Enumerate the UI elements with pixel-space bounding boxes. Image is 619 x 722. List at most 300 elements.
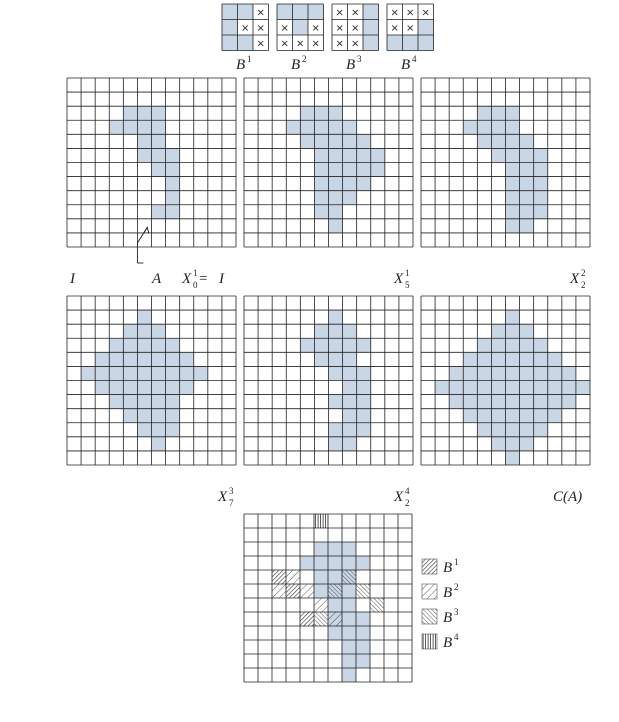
filled-cell bbox=[342, 584, 356, 598]
filled-cell bbox=[491, 395, 505, 409]
legend-item-b3 bbox=[422, 607, 459, 626]
filled-cell bbox=[137, 381, 151, 395]
panel-I bbox=[67, 78, 236, 263]
filled-cell bbox=[329, 205, 343, 219]
filled-cell bbox=[152, 352, 166, 366]
filled-cell bbox=[506, 366, 520, 380]
dont-care-mark: × bbox=[280, 38, 289, 50]
hatch-cell-b3 bbox=[370, 598, 384, 612]
filled-cell bbox=[123, 106, 137, 120]
filled-cell bbox=[123, 324, 137, 338]
panel-X7-3 bbox=[67, 296, 236, 465]
structuring-elements-row bbox=[222, 4, 434, 73]
element-fill-cell bbox=[403, 35, 419, 51]
dont-care-mark: × bbox=[311, 22, 320, 34]
filled-cell bbox=[506, 106, 520, 120]
filled-cell bbox=[506, 437, 520, 451]
element-fill-cell bbox=[222, 35, 238, 51]
filled-cell bbox=[562, 381, 576, 395]
filled-cell bbox=[152, 437, 166, 451]
filled-cell bbox=[166, 409, 180, 423]
filled-cell bbox=[109, 338, 123, 352]
dont-care-mark: × bbox=[406, 22, 415, 34]
filled-cell bbox=[109, 366, 123, 380]
filled-cell bbox=[166, 395, 180, 409]
filled-cell bbox=[314, 148, 328, 162]
filled-cell bbox=[329, 338, 343, 352]
filled-cell bbox=[314, 556, 328, 570]
dont-care-mark: × bbox=[390, 22, 399, 34]
filled-cell bbox=[152, 134, 166, 148]
filled-cell bbox=[491, 381, 505, 395]
filled-cell bbox=[463, 409, 477, 423]
filled-cell bbox=[180, 366, 194, 380]
filled-cell bbox=[506, 163, 520, 177]
filled-cell bbox=[343, 409, 357, 423]
filled-cell bbox=[562, 366, 576, 380]
hatch-cell-b3 bbox=[356, 584, 370, 598]
label-b3: B bbox=[346, 57, 356, 73]
filled-cell bbox=[329, 120, 343, 134]
legend-swatch-b4 bbox=[422, 634, 437, 649]
element-fill-cell bbox=[363, 20, 379, 36]
filled-cell bbox=[357, 163, 371, 177]
filled-cell bbox=[357, 423, 371, 437]
filled-cell bbox=[137, 120, 151, 134]
filled-cell bbox=[314, 542, 328, 556]
filled-cell bbox=[343, 423, 357, 437]
dont-care-mark: × bbox=[335, 38, 344, 50]
filled-cell bbox=[520, 148, 534, 162]
filled-cell bbox=[534, 338, 548, 352]
filled-cell bbox=[356, 626, 370, 640]
filled-cell bbox=[137, 409, 151, 423]
legend-swatch-b1 bbox=[422, 559, 437, 574]
filled-cell bbox=[329, 148, 343, 162]
filled-cell bbox=[329, 219, 343, 233]
label-b2-sup: 2 bbox=[302, 54, 307, 64]
filled-cell bbox=[123, 120, 137, 134]
filled-cell bbox=[506, 148, 520, 162]
dont-care-mark: × bbox=[280, 22, 289, 34]
filled-cell bbox=[520, 381, 534, 395]
legend-item-b4 bbox=[422, 632, 459, 651]
label-X01-rest: I bbox=[219, 271, 224, 287]
label-b1: B bbox=[236, 57, 246, 73]
filled-cell bbox=[548, 381, 562, 395]
filled-cell bbox=[329, 134, 343, 148]
dont-care-mark: × bbox=[406, 7, 415, 19]
filled-cell bbox=[520, 423, 534, 437]
hatch-cell-b3 bbox=[342, 570, 356, 584]
filled-cell bbox=[329, 395, 343, 409]
element-fill-cell bbox=[222, 20, 238, 36]
filled-cell bbox=[109, 120, 123, 134]
filled-cell bbox=[342, 542, 356, 556]
filled-cell bbox=[343, 163, 357, 177]
filled-cell bbox=[152, 366, 166, 380]
filled-cell bbox=[342, 626, 356, 640]
filled-cell bbox=[356, 654, 370, 668]
filled-cell bbox=[328, 542, 342, 556]
filled-cell bbox=[329, 366, 343, 380]
filled-cell bbox=[357, 148, 371, 162]
filled-cell bbox=[329, 310, 343, 324]
filled-cell bbox=[342, 556, 356, 570]
filled-cell bbox=[342, 598, 356, 612]
filled-cell bbox=[166, 381, 180, 395]
label-X24-sub: 2 bbox=[405, 498, 410, 508]
filled-cell bbox=[314, 584, 328, 598]
filled-cell bbox=[123, 352, 137, 366]
filled-cell bbox=[329, 163, 343, 177]
filled-cell bbox=[506, 338, 520, 352]
filled-cell bbox=[491, 437, 505, 451]
label-X01-sup: 1 bbox=[193, 268, 198, 278]
filled-cell bbox=[534, 366, 548, 380]
legend-label-sup: 4 bbox=[454, 632, 459, 642]
filled-cell bbox=[137, 352, 151, 366]
filled-cell bbox=[506, 423, 520, 437]
filled-cell bbox=[357, 395, 371, 409]
filled-cell bbox=[520, 205, 534, 219]
filled-cell bbox=[137, 134, 151, 148]
label-A: A bbox=[152, 271, 162, 287]
label-X01-sub: 0 bbox=[193, 280, 198, 290]
filled-cell bbox=[95, 352, 109, 366]
element-fill-cell bbox=[418, 35, 434, 51]
filled-cell bbox=[356, 640, 370, 654]
filled-cell bbox=[137, 324, 151, 338]
element-fill-cell bbox=[293, 20, 309, 36]
filled-cell bbox=[314, 134, 328, 148]
filled-cell bbox=[152, 106, 166, 120]
filled-cell bbox=[371, 163, 385, 177]
hatch-cell-b3 bbox=[314, 612, 328, 626]
hatch-cell-b1 bbox=[272, 570, 286, 584]
filled-cell bbox=[342, 612, 356, 626]
filled-cell bbox=[343, 437, 357, 451]
filled-cell bbox=[343, 324, 357, 338]
filled-cell bbox=[342, 668, 356, 682]
dont-care-mark: × bbox=[421, 7, 430, 19]
filled-cell bbox=[166, 163, 180, 177]
filled-cell bbox=[491, 148, 505, 162]
hatch-cell-b2 bbox=[272, 584, 286, 598]
structuring-element-b1 bbox=[222, 4, 269, 73]
filled-cell bbox=[491, 134, 505, 148]
dont-care-mark: × bbox=[311, 38, 320, 50]
filled-cell bbox=[534, 423, 548, 437]
filled-cell bbox=[520, 191, 534, 205]
filled-cell bbox=[534, 191, 548, 205]
legend-label: B bbox=[443, 635, 453, 651]
label-b2: B bbox=[291, 57, 301, 73]
filled-cell bbox=[95, 366, 109, 380]
filled-cell bbox=[152, 324, 166, 338]
label-X73-sub: 7 bbox=[229, 498, 234, 508]
filled-cell bbox=[109, 381, 123, 395]
filled-cell bbox=[137, 423, 151, 437]
legend-item-b1 bbox=[422, 557, 459, 576]
label-X24: X bbox=[394, 489, 404, 505]
filled-cell bbox=[166, 423, 180, 437]
panel-overlay bbox=[244, 514, 412, 682]
dont-care-mark: × bbox=[296, 38, 305, 50]
filled-cell bbox=[137, 310, 151, 324]
filled-cell bbox=[477, 423, 491, 437]
label-X73: X bbox=[218, 489, 228, 505]
filled-cell bbox=[548, 366, 562, 380]
filled-cell bbox=[152, 409, 166, 423]
filled-cell bbox=[152, 205, 166, 219]
filled-cell bbox=[343, 381, 357, 395]
filled-cell bbox=[357, 366, 371, 380]
filled-cell bbox=[314, 205, 328, 219]
hatch-cell-b2 bbox=[328, 612, 342, 626]
hatch-cell-b1 bbox=[286, 584, 300, 598]
grid-row-2 bbox=[67, 296, 590, 465]
filled-cell bbox=[166, 352, 180, 366]
filled-cell bbox=[449, 381, 463, 395]
panel-X2-2 bbox=[421, 78, 590, 247]
filled-cell bbox=[300, 134, 314, 148]
filled-cell bbox=[166, 191, 180, 205]
filled-cell bbox=[300, 106, 314, 120]
filled-cell bbox=[180, 381, 194, 395]
filled-cell bbox=[314, 352, 328, 366]
element-fill-cell bbox=[418, 20, 434, 36]
filled-cell bbox=[534, 163, 548, 177]
filled-cell bbox=[477, 366, 491, 380]
filled-cell bbox=[520, 134, 534, 148]
filled-cell bbox=[435, 381, 449, 395]
filled-cell bbox=[329, 423, 343, 437]
legend-swatch-b2 bbox=[422, 584, 437, 599]
filled-cell bbox=[356, 556, 370, 570]
filled-cell bbox=[506, 120, 520, 134]
filled-cell bbox=[123, 409, 137, 423]
filled-cell bbox=[491, 338, 505, 352]
overlay-panel bbox=[244, 514, 412, 682]
label-b4: B bbox=[401, 57, 411, 73]
filled-cell bbox=[329, 177, 343, 191]
filled-cell bbox=[463, 120, 477, 134]
filled-cell bbox=[328, 556, 342, 570]
element-fill-cell bbox=[277, 4, 293, 20]
legend-swatch-b3 bbox=[422, 609, 437, 624]
filled-cell bbox=[342, 640, 356, 654]
filled-cell bbox=[180, 352, 194, 366]
filled-cell bbox=[548, 409, 562, 423]
filled-cell bbox=[463, 352, 477, 366]
element-fill-cell bbox=[222, 4, 238, 20]
label-X22-sup: 2 bbox=[581, 268, 586, 278]
filled-cell bbox=[166, 205, 180, 219]
filled-cell bbox=[520, 437, 534, 451]
legend-label-sup: 3 bbox=[454, 607, 459, 617]
filled-cell bbox=[152, 423, 166, 437]
filled-cell bbox=[534, 177, 548, 191]
filled-cell bbox=[463, 366, 477, 380]
label-I: I bbox=[70, 271, 75, 287]
label-CA: C(A) bbox=[553, 489, 583, 505]
element-fill-cell bbox=[363, 4, 379, 20]
dont-care-mark: × bbox=[351, 22, 360, 34]
filled-cell bbox=[166, 366, 180, 380]
filled-cell bbox=[477, 381, 491, 395]
filled-cell bbox=[314, 120, 328, 134]
filled-cell bbox=[329, 437, 343, 451]
filled-cell bbox=[506, 134, 520, 148]
filled-cell bbox=[506, 310, 520, 324]
filled-cell bbox=[506, 352, 520, 366]
filled-cell bbox=[166, 148, 180, 162]
filled-cell bbox=[491, 120, 505, 134]
element-fill-cell bbox=[238, 4, 254, 20]
dont-care-mark: × bbox=[335, 22, 344, 34]
filled-cell bbox=[477, 409, 491, 423]
filled-cell bbox=[520, 177, 534, 191]
filled-cell bbox=[343, 352, 357, 366]
filled-cell bbox=[137, 366, 151, 380]
filled-cell bbox=[534, 409, 548, 423]
filled-cell bbox=[300, 556, 314, 570]
label-X51-sub: 5 bbox=[405, 280, 410, 290]
filled-cell bbox=[491, 324, 505, 338]
panel-X2-4 bbox=[244, 296, 413, 465]
filled-cell bbox=[342, 654, 356, 668]
panel-CA bbox=[421, 296, 590, 465]
filled-cell bbox=[357, 381, 371, 395]
filled-cell bbox=[520, 366, 534, 380]
filled-cell bbox=[491, 366, 505, 380]
filled-cell bbox=[506, 191, 520, 205]
filled-cell bbox=[314, 106, 328, 120]
filled-cell bbox=[477, 352, 491, 366]
filled-cell bbox=[463, 395, 477, 409]
label-X22: X bbox=[570, 271, 580, 287]
filled-cell bbox=[506, 177, 520, 191]
filled-cell bbox=[123, 366, 137, 380]
filled-cell bbox=[371, 148, 385, 162]
filled-cell bbox=[491, 106, 505, 120]
filled-cell bbox=[343, 395, 357, 409]
filled-cell bbox=[81, 366, 95, 380]
legend-label-sup: 1 bbox=[454, 557, 459, 567]
filled-cell bbox=[520, 163, 534, 177]
label-X01-equals: = bbox=[199, 271, 208, 287]
filled-cell bbox=[152, 381, 166, 395]
filled-cell bbox=[194, 366, 208, 380]
dont-care-mark: × bbox=[351, 38, 360, 50]
dont-care-mark: × bbox=[351, 7, 360, 19]
legend-label: B bbox=[443, 585, 453, 601]
filled-cell bbox=[357, 338, 371, 352]
label-b3-sup: 3 bbox=[357, 54, 362, 64]
filled-cell bbox=[137, 148, 151, 162]
filled-cell bbox=[491, 352, 505, 366]
filled-cell bbox=[152, 120, 166, 134]
filled-cell bbox=[329, 324, 343, 338]
hatch-cell-b4 bbox=[314, 514, 328, 528]
filled-cell bbox=[534, 395, 548, 409]
dont-care-mark: × bbox=[256, 38, 265, 50]
element-fill-cell bbox=[293, 4, 309, 20]
filled-cell bbox=[548, 352, 562, 366]
filled-cell bbox=[477, 120, 491, 134]
filled-cell bbox=[357, 134, 371, 148]
filled-cell bbox=[477, 395, 491, 409]
filled-cell bbox=[491, 409, 505, 423]
element-fill-cell bbox=[363, 35, 379, 51]
filled-cell bbox=[137, 106, 151, 120]
filled-cell bbox=[152, 163, 166, 177]
filled-cell bbox=[152, 338, 166, 352]
filled-cell bbox=[152, 148, 166, 162]
filled-cell bbox=[477, 338, 491, 352]
filled-cell bbox=[329, 106, 343, 120]
filled-cell bbox=[329, 191, 343, 205]
dont-care-mark: × bbox=[256, 22, 265, 34]
filled-cell bbox=[314, 570, 328, 584]
filled-cell bbox=[314, 163, 328, 177]
filled-cell bbox=[520, 352, 534, 366]
label-X22-sub: 2 bbox=[581, 280, 586, 290]
filled-cell bbox=[314, 177, 328, 191]
filled-cell bbox=[166, 177, 180, 191]
filled-cell bbox=[477, 106, 491, 120]
panel-X5-1 bbox=[244, 78, 413, 247]
filled-cell bbox=[95, 381, 109, 395]
filled-cell bbox=[314, 324, 328, 338]
filled-cell bbox=[314, 191, 328, 205]
label-X24-sup: 4 bbox=[405, 486, 410, 496]
filled-cell bbox=[520, 324, 534, 338]
filled-cell bbox=[166, 338, 180, 352]
filled-cell bbox=[343, 148, 357, 162]
filled-cell bbox=[357, 409, 371, 423]
filled-cell bbox=[520, 338, 534, 352]
filled-cell bbox=[343, 191, 357, 205]
legend-item-b2 bbox=[422, 582, 459, 601]
filled-cell bbox=[520, 395, 534, 409]
filled-cell bbox=[123, 395, 137, 409]
filled-cell bbox=[506, 381, 520, 395]
filled-cell bbox=[137, 395, 151, 409]
filled-cell bbox=[506, 395, 520, 409]
label-X51-sup: 1 bbox=[405, 268, 410, 278]
element-fill-cell bbox=[238, 35, 254, 51]
filled-cell bbox=[300, 338, 314, 352]
filled-cell bbox=[534, 148, 548, 162]
legend bbox=[422, 557, 459, 651]
filled-cell bbox=[506, 409, 520, 423]
filled-cell bbox=[576, 381, 590, 395]
filled-cell bbox=[343, 366, 357, 380]
filled-cell bbox=[343, 120, 357, 134]
filled-cell bbox=[477, 134, 491, 148]
structuring-element-b3 bbox=[332, 4, 379, 73]
filled-cell bbox=[123, 381, 137, 395]
element-fill-cell bbox=[308, 4, 324, 20]
legend-label: B bbox=[443, 560, 453, 576]
structuring-element-b2 bbox=[277, 4, 324, 73]
grid-row-1 bbox=[67, 78, 590, 263]
filled-cell bbox=[109, 352, 123, 366]
filled-cell bbox=[109, 395, 123, 409]
filled-cell bbox=[506, 324, 520, 338]
